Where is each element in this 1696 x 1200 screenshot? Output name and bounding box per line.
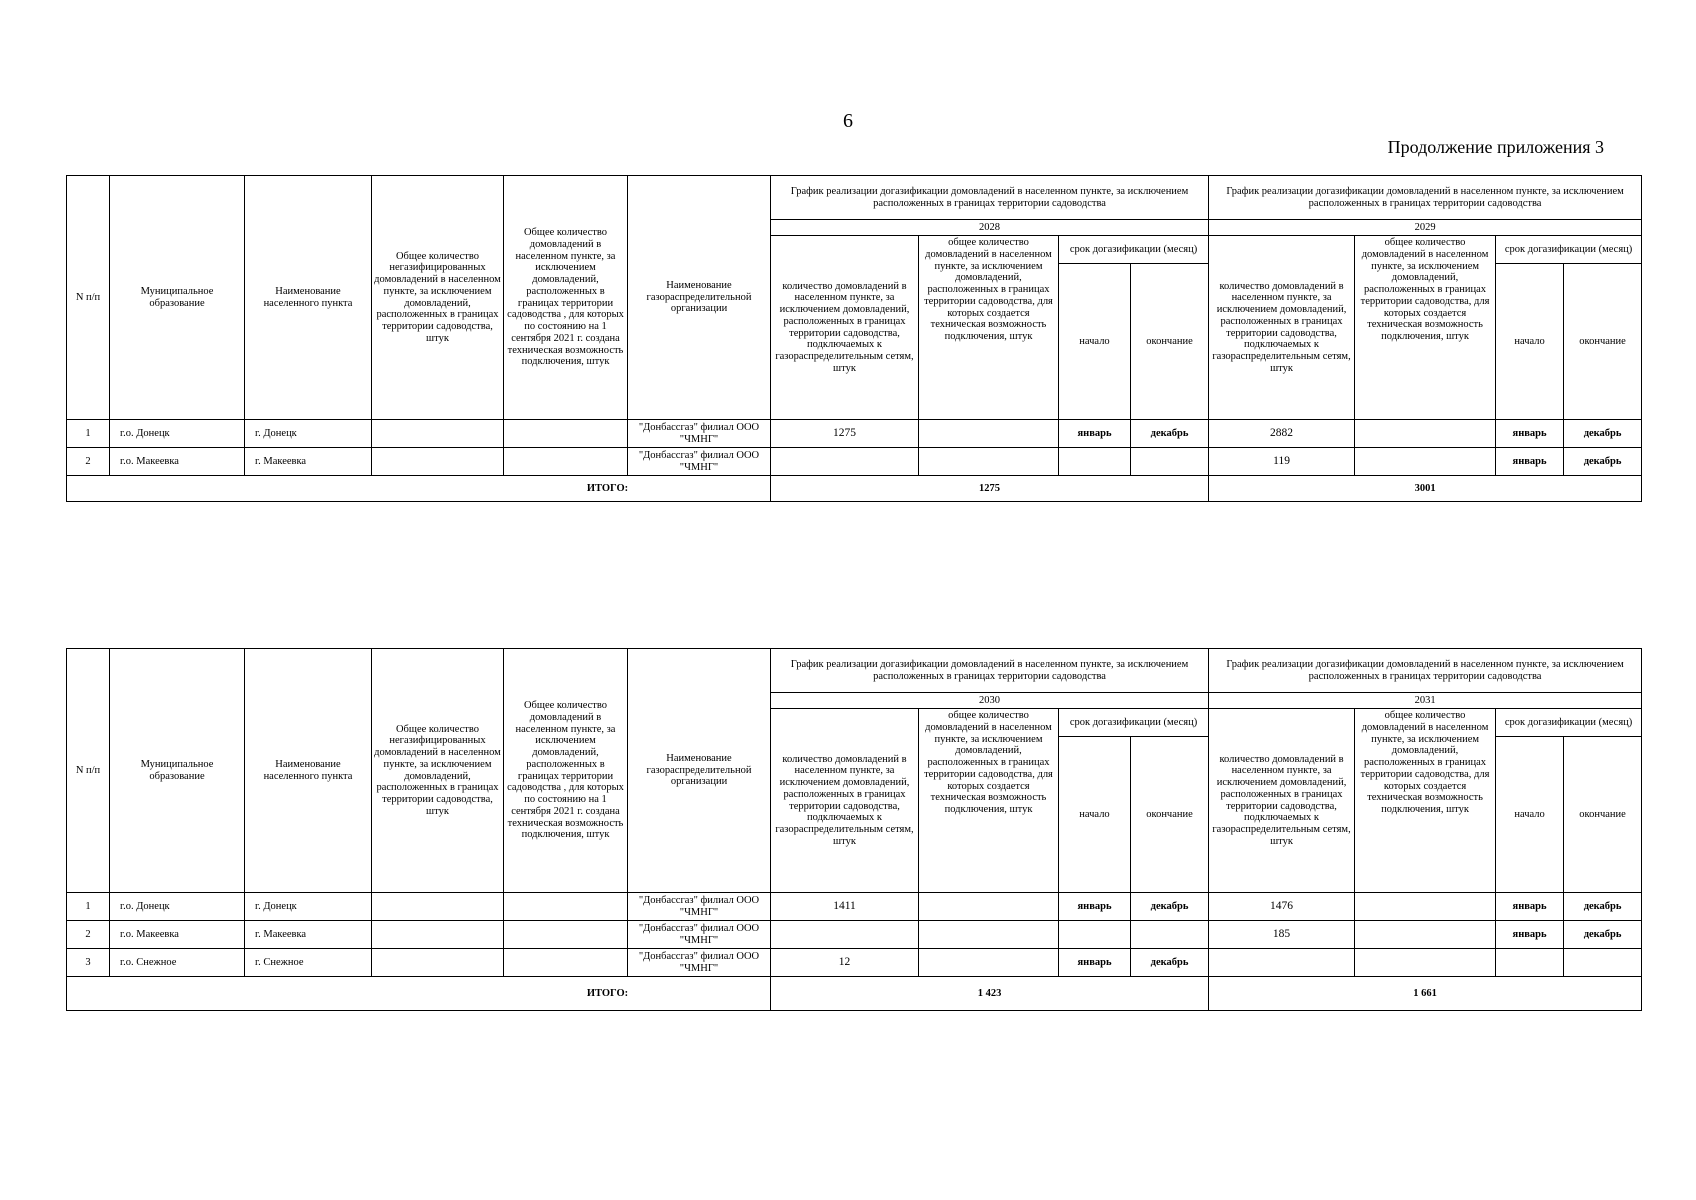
row-end-a: декабрь [1131, 893, 1209, 921]
table-row [67, 448, 1642, 476]
row-total-connectable [504, 921, 628, 949]
header-count-connected-b: количество домовладений в населенном пункте, за исключением домовладений, расположенных в границах территории садоводства, подключаемых к газораспределительным сетям, штук [1209, 236, 1355, 420]
header-total-created-b: общее количество домовладений в населенном пункте, за исключением домовладений, расположенных в границах территории садоводства, для которых создается техническая возможность подключения, штук [1355, 236, 1496, 420]
header-schedule-a: График реализации догазификации домовладений в населенном пункте, за исключением расположенных в границах территории садоводства [771, 649, 1209, 693]
row-created-b [1355, 448, 1496, 476]
row-gas-org: "Донбассгаз" филиал ООО "ЧМНГ" [628, 448, 771, 476]
row-gas-org: "Донбассгаз" филиал ООО "ЧМНГ" [628, 420, 771, 448]
row-start-a: январь [1059, 949, 1131, 977]
header-total-connectable: Общее количество домовладений в населенном пункте, за исключением домовладений, расположенных в границах территории садоводства , для которых по состоянию на 1 сентября 2021 г. создана техническая возможность подключения, штук [504, 649, 628, 893]
table-row [67, 893, 1642, 921]
header-total-created-b: общее количество домовладений в населенном пункте, за исключением домовладений, расположенных в границах территории садоводства, для которых создается техническая возможность подключения, штук [1355, 709, 1496, 893]
header-gas-org: Наименование газораспределительной организации [628, 649, 771, 893]
header-term-b: срок догазификации (месяц) [1496, 709, 1642, 737]
row-created-b [1355, 893, 1496, 921]
header-schedule-b: График реализации догазификации домовладений в населенном пункте, за исключением расположенных в границах территории садоводства [1209, 649, 1642, 693]
row-total-connectable [504, 420, 628, 448]
row-total-nongasified [372, 448, 504, 476]
row-start-b: январь [1496, 448, 1564, 476]
table-row [67, 921, 1642, 949]
row-settlement: г. Донецк [245, 420, 372, 448]
row-municipality: г.о. Макеевка [110, 448, 245, 476]
row-municipality: г.о. Донецк [110, 420, 245, 448]
row-start-b: январь [1496, 893, 1564, 921]
row-total-connectable [504, 893, 628, 921]
header-settlement: Наименование населенного пункта [245, 176, 372, 420]
header-total-nongasified: Общее количество негазифицированных домовладений в населенном пункте, за исключением домовладений, расположенных в границах территории садоводства, штук [372, 176, 504, 420]
schedule-table-2028-2029 [66, 175, 1642, 502]
row-count-b: 185 [1209, 921, 1355, 949]
header-start-b: начало [1496, 737, 1564, 893]
row-end-b: декабрь [1564, 420, 1642, 448]
row-municipality: г.о. Макеевка [110, 921, 245, 949]
appendix-continuation-label: Продолжение приложения 3 [1387, 137, 1604, 157]
header-year-a: 2028 [771, 220, 1209, 236]
header-end-a: окончание [1131, 737, 1209, 893]
header-np: N п/п [67, 176, 110, 420]
total-label: ИТОГО: [67, 977, 771, 1011]
row-created-a [919, 448, 1059, 476]
row-settlement: г. Макеевка [245, 921, 372, 949]
header-total-created-a: общее количество домовладений в населенном пункте, за исключением домовладений, расположенных в границах территории садоводства, для которых создается техническая возможность подключения, штук [919, 709, 1059, 893]
total-value-b: 3001 [1209, 476, 1642, 502]
row-end-a: декабрь [1131, 949, 1209, 977]
row-count-a: 1275 [771, 420, 919, 448]
header-gas-org: Наименование газораспределительной организации [628, 176, 771, 420]
row-created-b [1355, 420, 1496, 448]
row-count-a: 1411 [771, 893, 919, 921]
row-created-a [919, 949, 1059, 977]
row-count-b [1209, 949, 1355, 977]
row-number: 2 [67, 448, 110, 476]
row-created-a [919, 420, 1059, 448]
header-settlement: Наименование населенного пункта [245, 649, 372, 893]
row-settlement: г. Донецк [245, 893, 372, 921]
row-number: 1 [67, 420, 110, 448]
row-count-a: 12 [771, 949, 919, 977]
row-number: 2 [67, 921, 110, 949]
total-value-b: 1 661 [1209, 977, 1642, 1011]
header-year-b: 2029 [1209, 220, 1642, 236]
row-total-connectable [504, 949, 628, 977]
row-start-b: январь [1496, 921, 1564, 949]
row-total-nongasified [372, 921, 504, 949]
row-count-b: 2882 [1209, 420, 1355, 448]
total-value-a: 1275 [771, 476, 1209, 502]
row-end-b: декабрь [1564, 893, 1642, 921]
header-municipality: Муниципальное образование [110, 176, 245, 420]
header-term-a: срок догазификации (месяц) [1059, 236, 1209, 264]
row-created-a [919, 921, 1059, 949]
total-label: ИТОГО: [67, 476, 771, 502]
row-start-a [1059, 448, 1131, 476]
header-np: N п/п [67, 649, 110, 893]
row-total-connectable [504, 448, 628, 476]
row-settlement: г. Снежное [245, 949, 372, 977]
page-number: 6 [843, 110, 853, 132]
row-number: 1 [67, 893, 110, 921]
row-created-b [1355, 949, 1496, 977]
row-gas-org: "Донбассгаз" филиал ООО "ЧМНГ" [628, 893, 771, 921]
row-created-a [919, 893, 1059, 921]
row-settlement: г. Макеевка [245, 448, 372, 476]
row-count-a [771, 921, 919, 949]
row-end-a: декабрь [1131, 420, 1209, 448]
header-start-b: начало [1496, 264, 1564, 420]
header-start-a: начало [1059, 737, 1131, 893]
row-created-b [1355, 921, 1496, 949]
header-year-b: 2031 [1209, 693, 1642, 709]
row-end-b [1564, 949, 1642, 977]
header-year-a: 2030 [771, 693, 1209, 709]
header-end-a: окончание [1131, 264, 1209, 420]
row-start-a [1059, 921, 1131, 949]
header-count-connected-b: количество домовладений в населенном пункте, за исключением домовладений, расположенных в границах территории садоводства, подключаемых к газораспределительным сетям, штук [1209, 709, 1355, 893]
row-count-a [771, 448, 919, 476]
row-municipality: г.о. Снежное [110, 949, 245, 977]
header-total-nongasified: Общее количество негазифицированных домовладений в населенном пункте, за исключением домовладений, расположенных в границах территории садоводства, штук [372, 649, 504, 893]
row-start-b: январь [1496, 420, 1564, 448]
header-end-b: окончание [1564, 737, 1642, 893]
header-count-connected-a: количество домовладений в населенном пункте, за исключением домовладений, расположенных в границах территории садоводства, подключаемых к газораспределительным сетям, штук [771, 236, 919, 420]
header-term-b: срок догазификации (месяц) [1496, 236, 1642, 264]
header-schedule-b: График реализации догазификации домовладений в населенном пункте, за исключением расположенных в границах территории садоводства [1209, 176, 1642, 220]
row-start-b [1496, 949, 1564, 977]
header-total-created-a: общее количество домовладений в населенном пункте, за исключением домовладений, расположенных в границах территории садоводства, для которых создается техническая возможность подключения, штук [919, 236, 1059, 420]
header-municipality: Муниципальное образование [110, 649, 245, 893]
total-value-a: 1 423 [771, 977, 1209, 1011]
header-schedule-a: График реализации догазификации домовладений в населенном пункте, за исключением расположенных в границах территории садоводства [771, 176, 1209, 220]
row-gas-org: "Донбассгаз" филиал ООО "ЧМНГ" [628, 921, 771, 949]
row-total-nongasified [372, 420, 504, 448]
header-start-a: начало [1059, 264, 1131, 420]
total-row [67, 977, 1642, 1011]
row-end-a [1131, 921, 1209, 949]
row-end-b: декабрь [1564, 448, 1642, 476]
row-total-nongasified [372, 949, 504, 977]
row-count-b: 119 [1209, 448, 1355, 476]
row-municipality: г.о. Донецк [110, 893, 245, 921]
header-term-a: срок догазификации (месяц) [1059, 709, 1209, 737]
table-row [67, 420, 1642, 448]
header-end-b: окончание [1564, 264, 1642, 420]
table-row [67, 949, 1642, 977]
row-total-nongasified [372, 893, 504, 921]
row-gas-org: "Донбассгаз" филиал ООО "ЧМНГ" [628, 949, 771, 977]
row-start-a: январь [1059, 893, 1131, 921]
total-row [67, 476, 1642, 502]
row-start-a: январь [1059, 420, 1131, 448]
row-count-b: 1476 [1209, 893, 1355, 921]
schedule-table-2030-2031 [66, 648, 1642, 1011]
row-end-a [1131, 448, 1209, 476]
header-count-connected-a: количество домовладений в населенном пункте, за исключением домовладений, расположенных в границах территории садоводства, подключаемых к газораспределительным сетям, штук [771, 709, 919, 893]
row-number: 3 [67, 949, 110, 977]
header-total-connectable: Общее количество домовладений в населенном пункте, за исключением домовладений, расположенных в границах территории садоводства , для которых по состоянию на 1 сентября 2021 г. создана техническая возможность подключения, штук [504, 176, 628, 420]
row-end-b: декабрь [1564, 921, 1642, 949]
